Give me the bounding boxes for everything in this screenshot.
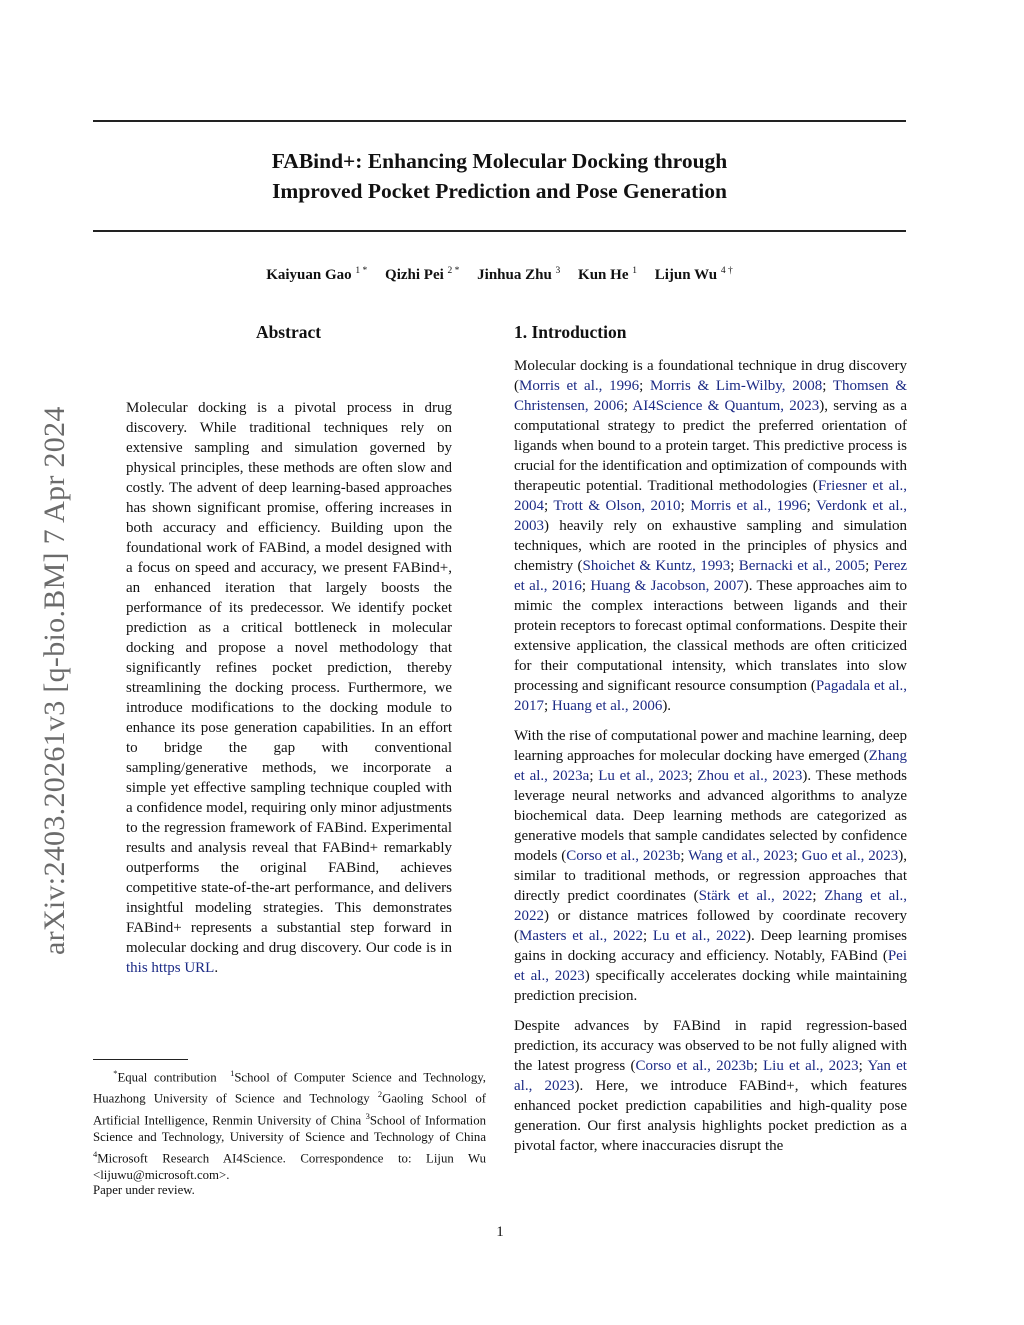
title-line-1: FABind+: Enhancing Molecular Docking through [271, 149, 728, 173]
introduction-body [514, 356, 907, 1166]
citation-link[interactable]: Trott & Olson, 2010 [553, 498, 681, 514]
paragraph-text: ), similar to traditional methods, or regression approaches that directly predict coordinates ( [514, 848, 908, 904]
citation-link[interactable]: Guo et al., 2023 [801, 848, 899, 864]
paragraph-text: ; [623, 398, 633, 414]
paragraph-text: ). [662, 698, 672, 714]
citation-link[interactable]: Lu et al., 2023 [598, 768, 689, 784]
abstract-heading: Abstract [255, 322, 322, 342]
author-list [93, 266, 906, 284]
paragraph-text: ) or distance matrices followed by coordinate recovery ( [514, 908, 907, 944]
review-note: Paper under review. [93, 1183, 195, 1197]
intro-paragraph [514, 356, 907, 716]
citation-link[interactable]: Morris & Lim-Wilby, 2008 [649, 378, 823, 394]
paragraph-text: ; [544, 498, 554, 514]
paragraph-text: ). These methods leverage neural networks and advanced algorithms to analyze biochemical data. Deep learning methods are categorized as generative models that sample candidates selected by confidence models ( [514, 768, 908, 864]
paragraph-text: ; [642, 928, 653, 944]
introduction-heading: 1. Introduction [514, 322, 627, 342]
citation-link[interactable]: Stärk et al., 2022 [698, 888, 813, 904]
affiliations-footnote: *Equal contribution $^1$School of Computer Science and Technology, Huazhong University of Science and Technology $^2$Gaoling School of Artificial Intelligence, Renmin University of China $^3$School of Information Science and Technology, University of Science and Technology of China $^4$Microsoft Research AI4Science. Correspondence to: Lijun Wu <lijuwu@microsoft.com>. [93, 1068, 486, 1183]
citation-link[interactable]: Perez et al., 2016 [514, 558, 908, 594]
author: Kun He $^1$ [578, 266, 637, 283]
paragraph-text: ) specifically accelerates docking while maintaining prediction precision. [514, 968, 907, 1004]
citation-link[interactable]: Liu et al., 2023 [762, 1058, 859, 1074]
intro-paragraph [514, 726, 907, 1006]
citation-link[interactable]: Corso et al., 2023b [635, 1058, 754, 1074]
paragraph-text: ; [680, 498, 691, 514]
paragraph-text: ) heavily rely on exhaustive sampling and simulation techniques, which are rooted in the principles of physics and chemistry ( [514, 518, 907, 574]
citation-link[interactable]: AI4Science & Quantum, 2023 [632, 398, 820, 414]
paragraph-text: ; [806, 498, 817, 514]
paragraph-text: Despite advances by FABind in rapid regression-based prediction, its accuracy was observed to be not fully aligned with the latest progress ( [514, 1018, 907, 1074]
footnote-rule [93, 1059, 188, 1060]
citation-link[interactable]: Masters et al., 2022 [519, 928, 643, 944]
title-line-2: Improved Pocket Prediction and Pose Generation [272, 179, 727, 203]
paragraph-text: ; [544, 698, 552, 714]
citation-link[interactable]: Zhang et al., 2022 [514, 888, 907, 924]
paragraph-text: With the rise of computational power and machine learning, deep learning approaches for molecular docking have emerged ( [514, 728, 907, 764]
paragraph-text: ; [639, 378, 650, 394]
paper-title [93, 146, 906, 206]
author: Kaiyuan Gao $^{1 *}$ [266, 266, 368, 283]
paragraph-text: ; [812, 888, 825, 904]
citation-link[interactable]: Morris et al., 1996 [519, 378, 640, 394]
citation-link[interactable]: Bernacki et al., 2005 [738, 558, 866, 574]
paragraph-text: Molecular docking is a foundational technique in drug discovery ( [514, 358, 907, 394]
citation-link[interactable]: Huang & Jacobson, 2007 [590, 578, 744, 594]
paragraph-text: ; [865, 558, 874, 574]
author: Qizhi Pei $^{2 *}$ [385, 266, 460, 283]
citation-link[interactable]: Corso et al., 2023b [566, 848, 681, 864]
paragraph-text: ; [858, 1058, 868, 1074]
title-rule-bottom [93, 230, 906, 232]
page-number: 1 [496, 1224, 504, 1240]
citation-link[interactable]: Pei et al., 2023 [514, 948, 907, 984]
paragraph-text: ; [822, 378, 833, 394]
citation-link[interactable]: Wang et al., 2023 [688, 848, 794, 864]
title-rule-top [93, 120, 906, 122]
paragraph-text: ; [688, 768, 698, 784]
paragraph-text: ; [793, 848, 802, 864]
abstract-text: Molecular docking is a pivotal process in drug discovery. While traditional techniques rely on extensive sampling and simulation governed by physical principles, these methods are often slow and costly. The advent of deep learning-based approaches has shown significant promise, offering increases in both accuracy and efficiency. Building upon the foundational work of FABind, a model designed with a focus on speed and accuracy, we present FABind+, an enhanced iteration that largely boosts the performance of its predecessor. We identify pocket prediction as a critical bottleneck in molecular docking and propose a novel methodology that significantly refines pocket prediction, thereby streamlining the docking process. Furthermore, we introduce modifications to the docking module to enhance its pose generation capabilities. In an effort to bridge the gap with conventional sampling/generative methods, we incorporate a simple yet effective sampling technique coupled with a confidence model, requiring only minor adjustments to the regression framework of FABind. Experimental results and analysis reveal that FABind+ remarkably outperforms the original FABind, achieves competitive state-of-the-art performance, and delivers insightful modeling strategies. This demonstrates FABind+ represents a substantial step forward in molecular docking and drug discovery. Our code is in this https URL. [126, 400, 452, 976]
citation-link[interactable]: Lu et al., 2022 [652, 928, 746, 944]
citation-link[interactable]: Huang et al., 2006 [551, 698, 663, 714]
intro-paragraph [514, 1016, 907, 1156]
citation-link[interactable]: Zhang et al., 2023a [514, 748, 907, 784]
citation-link[interactable]: Yan et al., 2023 [514, 1058, 907, 1094]
citation-link[interactable]: Thomsen & Christensen, 2006 [514, 378, 907, 414]
citation-link[interactable]: Pagadala et al., 2017 [514, 678, 908, 714]
paragraph-text: ; [589, 768, 599, 784]
author: Lijun Wu $^{4 \dagger}$ [654, 266, 733, 283]
arxiv-identifier: arXiv:2403.20261v3 [q-bio.BM] 7 Apr 2024 [38, 406, 71, 955]
citation-link[interactable]: Shoichet & Kuntz, 1993 [582, 558, 731, 574]
paragraph-text: ; [753, 1058, 763, 1074]
code-link[interactable]: this https URL [126, 960, 215, 976]
citation-link[interactable]: Morris et al., 1996 [690, 498, 807, 514]
paragraph-text: ; [680, 848, 689, 864]
citation-link[interactable]: Zhou et al., 2023 [697, 768, 803, 784]
citation-link[interactable]: Verdonk et al., 2003 [514, 498, 907, 534]
paragraph-text: ). These approaches aim to mimic the complex interactions between ligands and their protein receptors to forecast optimal conformations. Despite their extensive application, the classical methods are often criticized for their computational intensity, which translates into slow processing and significant resource consumption ( [514, 578, 908, 694]
citation-link[interactable]: Friesner et al., 2004 [514, 478, 908, 514]
paragraph-text: ; [581, 578, 591, 594]
paragraph-text: ). Here, we introduce FABind+, which features enhanced pocket prediction capabilities and high-quality pose generation. Our first analysis highlights pocket prediction as a pivotal factor, where inaccuracies disrupt the [514, 1078, 907, 1154]
paragraph-text: ). Deep learning promises gains in docking accuracy and efficiency. Notably, FABind ( [514, 928, 907, 964]
paragraph-text: ), serving as a computational strategy to predict the preferred orientation of ligands when bound to a protein target. This predictive process is crucial for the identification and optimization of compounds with therapeutic potential. Traditional methodologies ( [514, 398, 908, 494]
paragraph-text: ; [730, 558, 739, 574]
author: Jinhua Zhu $^3$ [477, 266, 561, 283]
